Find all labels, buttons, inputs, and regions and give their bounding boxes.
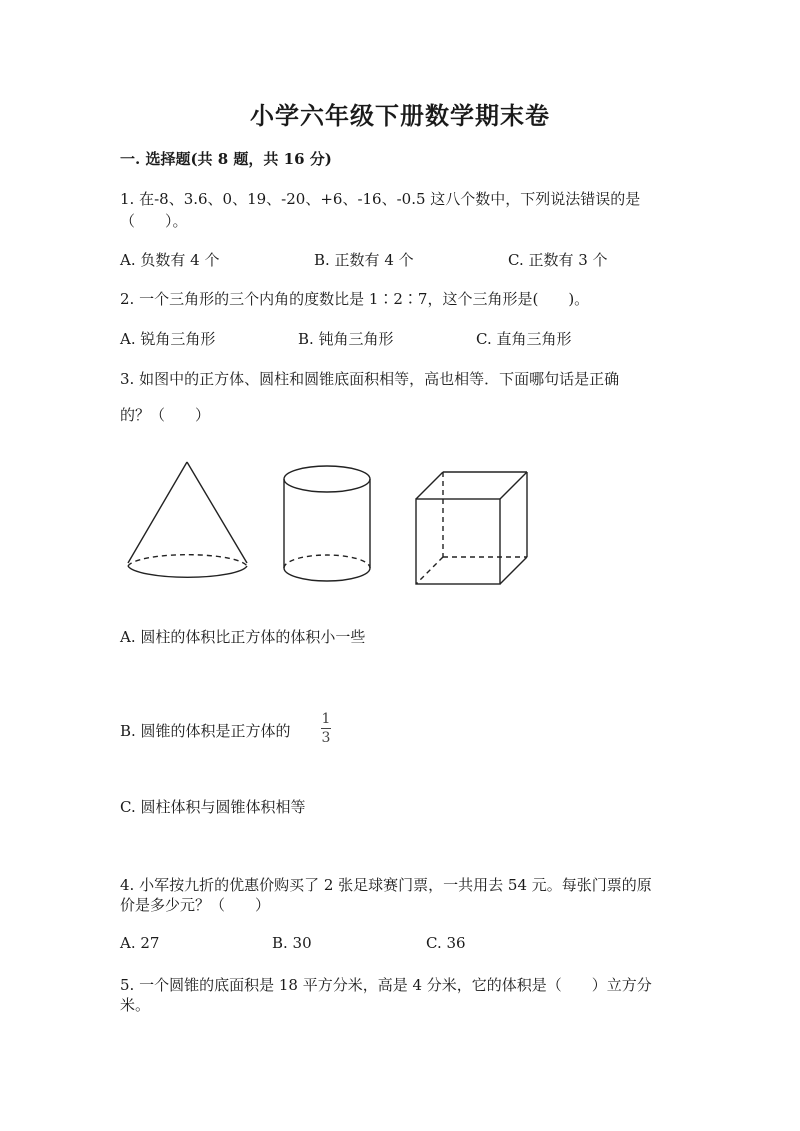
question-2-option-a[interactable]: A. 锐角三角形 (120, 330, 216, 348)
cylinder-figure (276, 462, 380, 592)
question-5-text: 5. 一个圆锥的底面积是 18 平方分米，高是 4 分米，它的体积是（ ）立方分 (120, 976, 652, 994)
fraction-denominator: 3 (321, 730, 331, 746)
question-5-blank: 米。 (120, 996, 151, 1014)
cube-figure (408, 466, 534, 592)
question-2-option-b[interactable]: B. 钝角三角形 (298, 330, 394, 348)
page-title: 小学六年级下册数学期末卷 (250, 101, 550, 130)
question-1-text: 1. 在-8、3.6、0、19、-20、+6、-16、-0.5 这八个数中，下列说法错误的是 (120, 190, 641, 208)
cone-figure (120, 456, 260, 586)
one-third-fraction (321, 711, 331, 746)
question-2-option-c[interactable]: C. 直角三角形 (476, 330, 572, 348)
question-2-text: 2. 一个三角形的三个内角的度数比是 1∶2∶7，这个三角形是( )。 (120, 290, 590, 308)
question-4-option-b[interactable]: B. 30 (272, 934, 312, 952)
question-3-text: 3. 如图中的正方体、圆柱和圆锥底面积相等，高也相等．下面哪句话是正确 (120, 370, 620, 388)
fraction-numerator: 1 (321, 711, 331, 727)
question-3-blank: 的？（ ） (120, 406, 211, 424)
question-1-blank: （ ）。 (120, 212, 188, 230)
question-4-option-c[interactable]: C. 36 (426, 934, 466, 952)
section-heading: 一. 选择题(共 8 题，共 16 分) (120, 150, 332, 168)
question-4-text: 4. 小军按九折的优惠价购买了 2 张足球赛门票，一共用去 54 元。每张门票的原 (120, 876, 652, 894)
question-3-option-c[interactable]: C. 圆柱体积与圆锥体积相等 (120, 798, 306, 816)
question-3-option-a[interactable]: A. 圆柱的体积比正方体的体积小一些 (120, 628, 366, 646)
question-1-option-c[interactable]: C. 正数有 3 个 (508, 251, 608, 269)
question-4-blank: 价是多少元？（ ） (120, 896, 271, 914)
fraction-bar (321, 728, 331, 729)
question-3-option-b[interactable]: B. 圆锥的体积是正方体的 (120, 722, 291, 740)
question-1-option-a[interactable]: A. 负数有 4 个 (120, 251, 220, 269)
question-1-option-b[interactable]: B. 正数有 4 个 (314, 251, 414, 269)
question-4-option-a[interactable]: A. 27 (120, 934, 160, 952)
